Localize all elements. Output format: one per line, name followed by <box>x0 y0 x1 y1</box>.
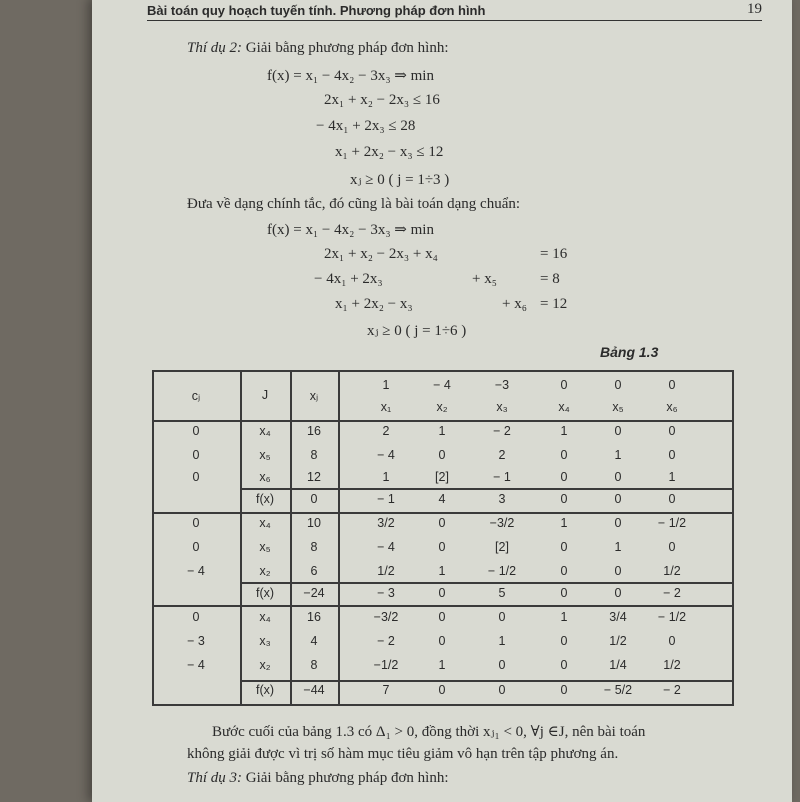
table-cell: [2] <box>495 540 509 554</box>
table-cell: 0 <box>614 586 622 600</box>
table-cell: − 5/2 <box>603 683 633 697</box>
table-cell: 1/4 <box>609 658 627 672</box>
header-cost-6: 0 <box>668 378 676 392</box>
table-cell: − 4 <box>377 540 395 554</box>
table-cell: −1/2 <box>373 658 399 672</box>
table-cell: 16 <box>307 424 321 438</box>
table-cell: 8 <box>310 658 318 672</box>
example3-label: Thí dụ 3: <box>187 770 243 786</box>
table-cell: x₄ <box>259 610 271 624</box>
table-cell: 0 <box>668 634 676 648</box>
canonical-constraint-1: 2x₁ + x₂ − 2x₃ + x₄ <box>324 246 438 262</box>
table-rule <box>240 582 734 584</box>
canonical-objective: f(x) = x₁ − 4x₂ − 3x₃ ⇒ min <box>267 222 434 238</box>
table-cell: 2 <box>498 448 506 462</box>
canonical-constraint-3: x₁ + 2x₂ − x₃ <box>335 296 413 312</box>
table-cell: 0 <box>438 683 446 697</box>
table-cell: 0 <box>438 448 446 462</box>
table-cell: 0 <box>498 658 506 672</box>
table-cell: 1 <box>438 564 446 578</box>
table-cell: 1/2 <box>377 564 395 578</box>
example2-constraint-3: x₁ + 2x₂ − x₃ ≤ 12 <box>335 144 444 160</box>
example2-constraint-1: 2x₁ + x₂ − 2x₃ ≤ 16 <box>324 92 440 108</box>
table-cell: f(x) <box>255 683 275 697</box>
table-cell: 0 <box>498 610 506 624</box>
table-cell: x₄ <box>259 424 271 438</box>
table-cell: 3 <box>498 492 506 506</box>
header-cost-1: 1 <box>382 378 390 392</box>
table-cell: 1 <box>382 470 390 484</box>
header-cost-5: 0 <box>614 378 622 392</box>
table-cell: 8 <box>310 540 318 554</box>
header-var-6: x₆ <box>666 400 678 414</box>
table-cell: 1 <box>560 516 568 530</box>
table-cell: 16 <box>307 610 321 624</box>
table-cell: 1 <box>560 610 568 624</box>
table-cell: 12 <box>307 470 321 484</box>
canonical-constraint-3-rhs: = 12 <box>540 296 568 312</box>
table-cell: 0 <box>192 540 200 554</box>
table-cell: x₆ <box>259 470 271 484</box>
table-cell: 0 <box>192 610 200 624</box>
table-cell: − 4 <box>377 448 395 462</box>
table-cell: − 2 <box>377 634 395 648</box>
table-cell: 0 <box>614 424 622 438</box>
table-cell: 0 <box>614 492 622 506</box>
example2-objective: f(x) = x₁ − 4x₂ − 3x₃ ⇒ min <box>267 68 434 84</box>
table-cell: −3/2 <box>373 610 399 624</box>
table-cell: 7 <box>382 683 390 697</box>
table-cell: 0 <box>560 448 568 462</box>
page-number: 19 <box>747 1 762 17</box>
table-cell: − 1/2 <box>657 516 687 530</box>
table-cell: x₃ <box>259 634 271 648</box>
table-cell: −44 <box>303 683 325 697</box>
table-cell: 1 <box>498 634 506 648</box>
table-cell: f(x) <box>255 492 275 506</box>
table-cell: 1 <box>560 424 568 438</box>
table-cell: 1/2 <box>663 658 681 672</box>
table-cell: 0 <box>614 564 622 578</box>
table-cell: 1 <box>668 470 676 484</box>
header-var-3: x₃ <box>496 400 508 414</box>
table-cell: 1 <box>438 658 446 672</box>
table-cell: 0 <box>560 683 568 697</box>
header-j: J <box>261 388 269 402</box>
table-cell: 10 <box>307 516 321 530</box>
table-cell: 0 <box>192 516 200 530</box>
table-cell: x₄ <box>259 516 271 530</box>
table-cell: [2] <box>435 470 449 484</box>
table-cell: − 4 <box>187 564 205 578</box>
table-cell: − 1/2 <box>487 564 517 578</box>
table-cell: 1/2 <box>663 564 681 578</box>
table-rule <box>240 680 734 682</box>
table-cell: 0 <box>560 658 568 672</box>
canonical-intro: Đưa về dạng chính tắc, đó cũng là bài toán dạng chuẩn: <box>187 196 521 212</box>
table-cell: − 2 <box>663 586 681 600</box>
running-header <box>147 0 762 21</box>
table-rule <box>290 370 292 706</box>
table-cell: − 4 <box>187 658 205 672</box>
table-rule <box>240 370 242 706</box>
table-cell: x₂ <box>259 658 271 672</box>
table-rule <box>240 488 734 490</box>
table-cell: 0 <box>192 470 200 484</box>
header-cj: cⱼ <box>191 389 201 403</box>
canonical-constraint-2: − 4x₁ + 2x₃ <box>314 271 383 287</box>
table-cell: 0 <box>668 492 676 506</box>
example2-label: Thí dụ 2: <box>187 40 243 56</box>
table-cell: −3/2 <box>489 516 515 530</box>
table-cell: 3/4 <box>609 610 627 624</box>
table-cell: 4 <box>438 492 446 506</box>
example2-heading <box>187 40 449 57</box>
table-cell: 2 <box>382 424 390 438</box>
header-var-5: x₅ <box>612 400 624 414</box>
table-cell: 0 <box>498 683 506 697</box>
header-title: Bài toán quy hoạch tuyến tính. Phương pháp đơn hình <box>147 3 486 18</box>
table-cell: 4 <box>310 634 318 648</box>
table-cell: 0 <box>560 540 568 554</box>
table-cell: 0 <box>438 634 446 648</box>
table-cell: − 2 <box>663 683 681 697</box>
conclusion-line-2: không giải được vì trị số hàm mục tiêu giảm vô hạn trên tập phương án. <box>187 746 619 762</box>
canonical-constraint-2-slack: + x₅ <box>472 271 497 287</box>
table-cell: 1/2 <box>609 634 627 648</box>
header-var-4: x₄ <box>558 400 570 414</box>
table-cell: x₂ <box>259 564 271 578</box>
canonical-constraint-2-rhs: = 8 <box>540 271 560 287</box>
example3-heading <box>187 770 449 787</box>
table-rule <box>152 370 154 706</box>
table-cell: f(x) <box>255 586 275 600</box>
table-cell: 1 <box>614 540 622 554</box>
table-cell: − 3 <box>187 634 205 648</box>
table-cell: 0 <box>438 586 446 600</box>
table-cell: − 1/2 <box>657 610 687 624</box>
header-xj: xⱼ <box>309 389 319 403</box>
example2-nonneg: xⱼ ≥ 0 ( j = 1÷3 ) <box>350 172 450 188</box>
table-cell: 0 <box>438 516 446 530</box>
table-cell: 6 <box>310 564 318 578</box>
header-cost-4: 0 <box>560 378 568 392</box>
header-cost-3: −3 <box>494 378 510 392</box>
book-page <box>92 0 792 802</box>
table-cell: 0 <box>560 564 568 578</box>
table-cell: 1 <box>438 424 446 438</box>
table-cell: 1 <box>614 448 622 462</box>
header-cost-2: − 4 <box>433 378 451 392</box>
table-label: Bảng 1.3 <box>600 344 659 360</box>
table-cell: 0 <box>310 492 318 506</box>
table-cell: − 3 <box>377 586 395 600</box>
canonical-constraint-1-rhs: = 16 <box>540 246 568 262</box>
table-cell: 0 <box>560 470 568 484</box>
table-cell: −24 <box>303 586 325 600</box>
example3-intro: Giải bằng phương pháp đơn hình: <box>245 770 449 786</box>
table-cell: 5 <box>498 586 506 600</box>
table-cell: − 1 <box>377 492 395 506</box>
table-cell: 3/2 <box>377 516 395 530</box>
table-cell: 0 <box>438 610 446 624</box>
conclusion-line-1: Bước cuối của bảng 1.3 có Δ₁ > 0, đồng thời xⱼ₁ < 0, ∀j ∈J, nên bài toán <box>212 724 646 740</box>
table-cell: 0 <box>614 470 622 484</box>
table-cell: 0 <box>438 540 446 554</box>
simplex-table <box>152 370 734 706</box>
table-cell: − 2 <box>493 424 511 438</box>
table-cell: 0 <box>668 448 676 462</box>
table-cell: 0 <box>668 424 676 438</box>
table-rule <box>732 370 734 706</box>
canonical-nonneg: xⱼ ≥ 0 ( j = 1÷6 ) <box>367 323 467 339</box>
header-var-1: x₁ <box>380 400 392 414</box>
canonical-constraint-3-slack: + x₆ <box>502 296 527 312</box>
table-cell: 0 <box>614 516 622 530</box>
table-cell: − 1 <box>493 470 511 484</box>
example2-intro: Giải bằng phương pháp đơn hình: <box>245 40 449 56</box>
table-rule <box>338 370 340 706</box>
table-cell: 0 <box>192 448 200 462</box>
header-var-2: x₂ <box>436 400 448 414</box>
table-cell: 0 <box>560 634 568 648</box>
table-cell: 0 <box>192 424 200 438</box>
table-cell: x₅ <box>259 448 271 462</box>
table-cell: 8 <box>310 448 318 462</box>
example2-constraint-2: − 4x₁ + 2x₃ ≤ 28 <box>316 118 416 134</box>
table-cell: 0 <box>560 586 568 600</box>
table-cell: 0 <box>668 540 676 554</box>
table-cell: x₅ <box>259 540 271 554</box>
table-cell: 0 <box>560 492 568 506</box>
